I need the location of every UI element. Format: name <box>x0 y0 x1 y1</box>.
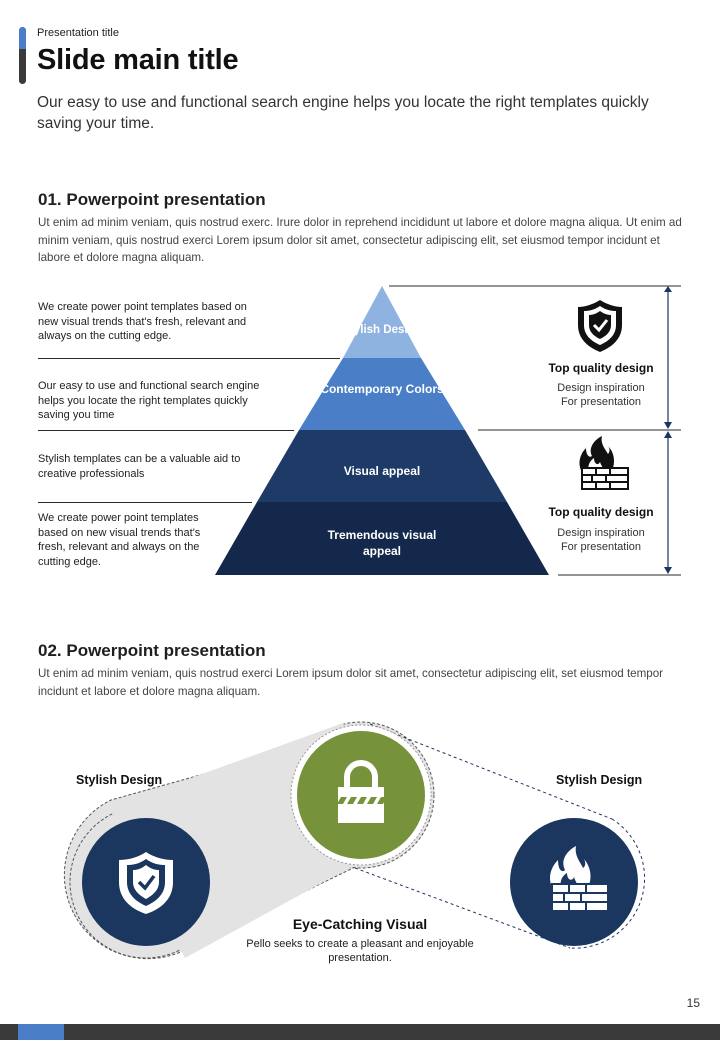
center-title: Eye-Catching Visual <box>292 916 428 932</box>
right-circle-label: Stylish Design <box>556 773 643 787</box>
left-circle-label: Stylish Design <box>76 773 163 787</box>
feature-line1-2: Design inspiration <box>557 527 645 539</box>
firewall-icon <box>580 436 629 489</box>
feature-line2-1: For presentation <box>560 396 642 408</box>
feature-title-2: Top quality design <box>548 505 654 519</box>
feature-line1-1: Design inspiration <box>557 382 645 394</box>
section2-body: Ut enim ad minim veniam, quis nostrud exerci Lorem ipsum dolor sit amet, consectetur adipiscing elit, set eiusmod tempor incidunt et labore et dolore magna aliquam. <box>38 667 664 698</box>
tier-label-contemporary: Contemporary Colors <box>320 382 444 396</box>
feature-line2-2: For presentation <box>560 541 642 553</box>
pyramid-note-4: We create power point templates based on new visual trends that's fresh, relevant and always on the cutting edge. <box>38 512 201 568</box>
section1-heading: 01. Powerpoint presentation <box>38 190 266 209</box>
footer-bar <box>0 1024 720 1040</box>
arrow-head-up <box>664 286 672 292</box>
section1-body: Ut enim ad minim veniam, quis nostrud exerc. Irure dolor in reprehend incididunt ut labore et dolore magna aliqua. Ut enim ad minim veniam, quis nostrud exerci Lorem ipsum dolor sit amet, consectetur adipiscing elit, set eiusmod tempor incidunt et labore et dolore magna aliquam. <box>38 216 682 264</box>
footer-accent <box>18 1024 64 1040</box>
presentation-title: Presentation title <box>37 27 119 39</box>
pyramid-note-1: We create power point templates based on new visual trends that's fresh, relevant and always on the cutting edge. <box>38 301 247 342</box>
center-description: Pello seeks to create a pleasant and enjoyable presentation. <box>246 938 474 964</box>
page-number: 15 <box>686 996 700 1010</box>
pyramid-note-2: Our easy to use and functional search engine helps you locate the right templates quickly saving you time <box>38 380 260 421</box>
page-subtitle: Our easy to use and functional search engine helps you locate the right templates quickly saving your time. <box>37 94 649 132</box>
tier-label-tremendous: Tremendous visual appeal <box>327 528 437 558</box>
shield-check-icon <box>578 300 622 352</box>
tier-label-stylish: Stylish Design <box>342 324 422 336</box>
arrow-head-up <box>664 431 672 438</box>
arrow-head-down <box>664 422 672 429</box>
section2-heading: 02. Powerpoint presentation <box>38 641 266 660</box>
feature-title-1: Top quality design <box>548 361 654 375</box>
arrow-head-down <box>664 567 672 574</box>
page-title: Slide main title <box>37 44 239 76</box>
tier-label-visual-appeal: Visual appeal <box>343 464 421 478</box>
pyramid-note-3: Stylish templates can be a valuable aid to creative professionals <box>38 453 241 480</box>
